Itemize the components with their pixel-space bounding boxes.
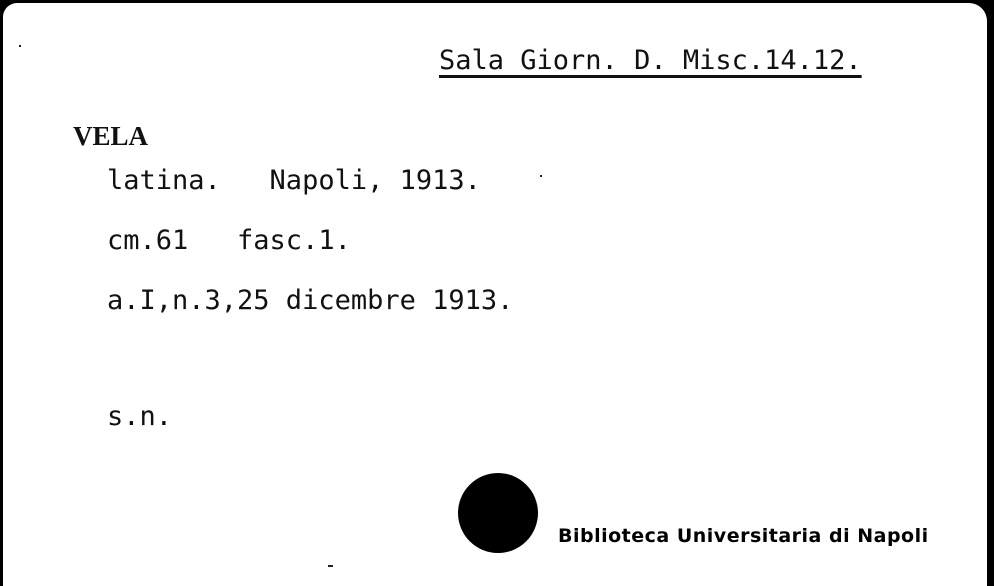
library-stamp-label: Biblioteca Universitaria di Napoli bbox=[558, 525, 929, 547]
format-line: cm.61 fasc.1. bbox=[107, 225, 351, 256]
publication-line: latina. Napoli, 1913. bbox=[107, 165, 481, 196]
library-stamp-dot bbox=[458, 473, 538, 553]
shelfmark: Sala Giorn. D. Misc.14.12. bbox=[439, 45, 862, 76]
catalog-card bbox=[3, 3, 987, 586]
issue-line: a.I,n.3,25 dicembre 1913. bbox=[107, 285, 514, 316]
paper-speck bbox=[328, 565, 333, 567]
paper-speck bbox=[540, 175, 542, 177]
card-heading: VELA bbox=[73, 121, 149, 151]
note-line: s.n. bbox=[107, 401, 173, 432]
paper-speck bbox=[19, 45, 21, 47]
